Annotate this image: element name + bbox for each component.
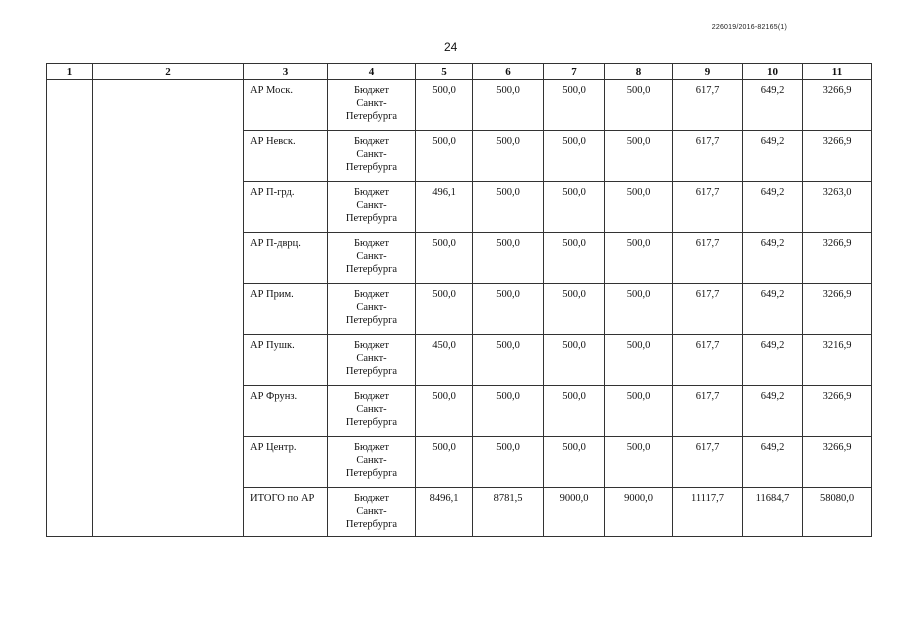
district-name-cell: АР Невск. (244, 131, 328, 182)
value-cell: 500,0 (544, 80, 605, 131)
value-cell: 500,0 (544, 182, 605, 233)
document-id: 226019/2016-82165(1) (711, 24, 787, 31)
funding-source-line: Петербурга (345, 213, 398, 224)
value-cell: 617,7 (673, 233, 743, 284)
table-row (47, 80, 872, 131)
funding-source-line: Петербурга (345, 519, 398, 530)
funding-source-cell (328, 335, 416, 386)
column-header: 1 (47, 64, 93, 80)
value-cell: 649,2 (743, 386, 803, 437)
value-cell: 500,0 (605, 437, 673, 488)
value-cell: 500,0 (473, 131, 544, 182)
column-header: 2 (93, 64, 244, 80)
value-cell: 3216,9 (803, 335, 872, 386)
district-name-cell: АР П-дврц. (244, 233, 328, 284)
funding-source-line: Санкт- (356, 302, 387, 313)
value-cell: 3266,9 (803, 284, 872, 335)
value-cell: 649,2 (743, 182, 803, 233)
value-cell: 500,0 (605, 386, 673, 437)
value-cell: 500,0 (605, 335, 673, 386)
value-cell: 649,2 (743, 80, 803, 131)
funding-source-cell (328, 131, 416, 182)
value-cell: 500,0 (544, 437, 605, 488)
value-cell: 500,0 (605, 284, 673, 335)
value-cell: 500,0 (544, 386, 605, 437)
value-cell: 500,0 (473, 80, 544, 131)
column-header: 11 (803, 64, 872, 80)
value-cell: 500,0 (473, 386, 544, 437)
value-cell: 500,0 (473, 335, 544, 386)
value-cell: 500,0 (416, 284, 473, 335)
value-cell: 500,0 (416, 437, 473, 488)
funding-source-line: Петербурга (345, 468, 398, 479)
column-header: 9 (673, 64, 743, 80)
funding-source-line: Санкт- (356, 455, 387, 466)
funding-source-line: Бюджет (353, 136, 390, 147)
funding-source-line: Бюджет (353, 85, 390, 96)
value-cell: 3266,9 (803, 131, 872, 182)
value-cell: 8496,1 (416, 488, 473, 537)
page-number: 24 (444, 40, 458, 54)
column-header: 10 (743, 64, 803, 80)
value-cell: 450,0 (416, 335, 473, 386)
funding-source-line: Санкт- (356, 404, 387, 415)
funding-source-line: Петербурга (345, 417, 398, 428)
value-cell: 500,0 (473, 284, 544, 335)
funding-source-line: Санкт- (356, 200, 387, 211)
value-cell: 649,2 (743, 131, 803, 182)
value-cell: 617,7 (673, 182, 743, 233)
value-cell: 500,0 (544, 284, 605, 335)
value-cell: 617,7 (673, 437, 743, 488)
funding-source-cell (328, 488, 416, 537)
funding-source-line: Санкт- (356, 353, 387, 364)
value-cell: 617,7 (673, 335, 743, 386)
funding-source-line: Бюджет (353, 493, 390, 504)
district-name-cell: ИТОГО по АР (244, 488, 328, 537)
funding-source-line: Бюджет (353, 340, 390, 351)
value-cell: 500,0 (416, 131, 473, 182)
funding-source-line: Петербурга (345, 162, 398, 173)
funding-source-line: Бюджет (353, 238, 390, 249)
funding-source-line: Бюджет (353, 391, 390, 402)
value-cell: 3266,9 (803, 233, 872, 284)
district-name-cell: АР Пушк. (244, 335, 328, 386)
value-cell: 500,0 (416, 386, 473, 437)
value-cell: 649,2 (743, 437, 803, 488)
funding-source-cell (328, 182, 416, 233)
funding-source-cell (328, 386, 416, 437)
funding-source-line: Бюджет (353, 442, 390, 453)
value-cell: 500,0 (473, 437, 544, 488)
value-cell: 617,7 (673, 386, 743, 437)
column-header: 7 (544, 64, 605, 80)
value-cell: 3266,9 (803, 437, 872, 488)
value-cell: 9000,0 (605, 488, 673, 537)
funding-source-line: Санкт- (356, 149, 387, 160)
value-cell: 500,0 (416, 233, 473, 284)
district-name-cell: АР Центр. (244, 437, 328, 488)
funding-source-cell (328, 437, 416, 488)
value-cell: 500,0 (544, 131, 605, 182)
value-cell: 11684,7 (743, 488, 803, 537)
funding-source-cell (328, 80, 416, 131)
district-name-cell: АР Прим. (244, 284, 328, 335)
funding-source-line: Бюджет (353, 187, 390, 198)
funding-source-line: Бюджет (353, 289, 390, 300)
budget-table (46, 63, 872, 537)
value-cell: 11117,7 (673, 488, 743, 537)
value-cell: 649,2 (743, 335, 803, 386)
district-name-cell: АР П-грд. (244, 182, 328, 233)
value-cell: 3266,9 (803, 386, 872, 437)
empty-merged-cell (47, 80, 93, 537)
header-row (47, 64, 872, 80)
funding-source-line: Петербурга (345, 111, 398, 122)
column-header: 3 (244, 64, 328, 80)
value-cell: 617,7 (673, 80, 743, 131)
value-cell: 649,2 (743, 233, 803, 284)
district-name-cell: АР Фрунз. (244, 386, 328, 437)
funding-source-line: Петербурга (345, 366, 398, 377)
value-cell: 496,1 (416, 182, 473, 233)
value-cell: 3263,0 (803, 182, 872, 233)
funding-source-cell (328, 284, 416, 335)
value-cell: 8781,5 (473, 488, 544, 537)
district-name-cell: АР Моск. (244, 80, 328, 131)
value-cell: 500,0 (544, 335, 605, 386)
value-cell: 500,0 (605, 182, 673, 233)
column-header: 5 (416, 64, 473, 80)
empty-merged-cell (93, 80, 244, 537)
column-header: 8 (605, 64, 673, 80)
column-header: 6 (473, 64, 544, 80)
value-cell: 617,7 (673, 131, 743, 182)
funding-source-line: Петербурга (345, 264, 398, 275)
column-header: 4 (328, 64, 416, 80)
value-cell: 500,0 (605, 131, 673, 182)
value-cell: 3266,9 (803, 80, 872, 131)
value-cell: 58080,0 (803, 488, 872, 537)
value-cell: 500,0 (473, 233, 544, 284)
value-cell: 649,2 (743, 284, 803, 335)
value-cell: 500,0 (605, 233, 673, 284)
value-cell: 500,0 (544, 233, 605, 284)
funding-source-line: Санкт- (356, 98, 387, 109)
value-cell: 617,7 (673, 284, 743, 335)
funding-source-line: Санкт- (356, 251, 387, 262)
value-cell: 9000,0 (544, 488, 605, 537)
funding-source-line: Санкт- (356, 506, 387, 517)
value-cell: 500,0 (605, 80, 673, 131)
value-cell: 500,0 (416, 80, 473, 131)
funding-source-cell (328, 233, 416, 284)
funding-source-line: Петербурга (345, 315, 398, 326)
value-cell: 500,0 (473, 182, 544, 233)
